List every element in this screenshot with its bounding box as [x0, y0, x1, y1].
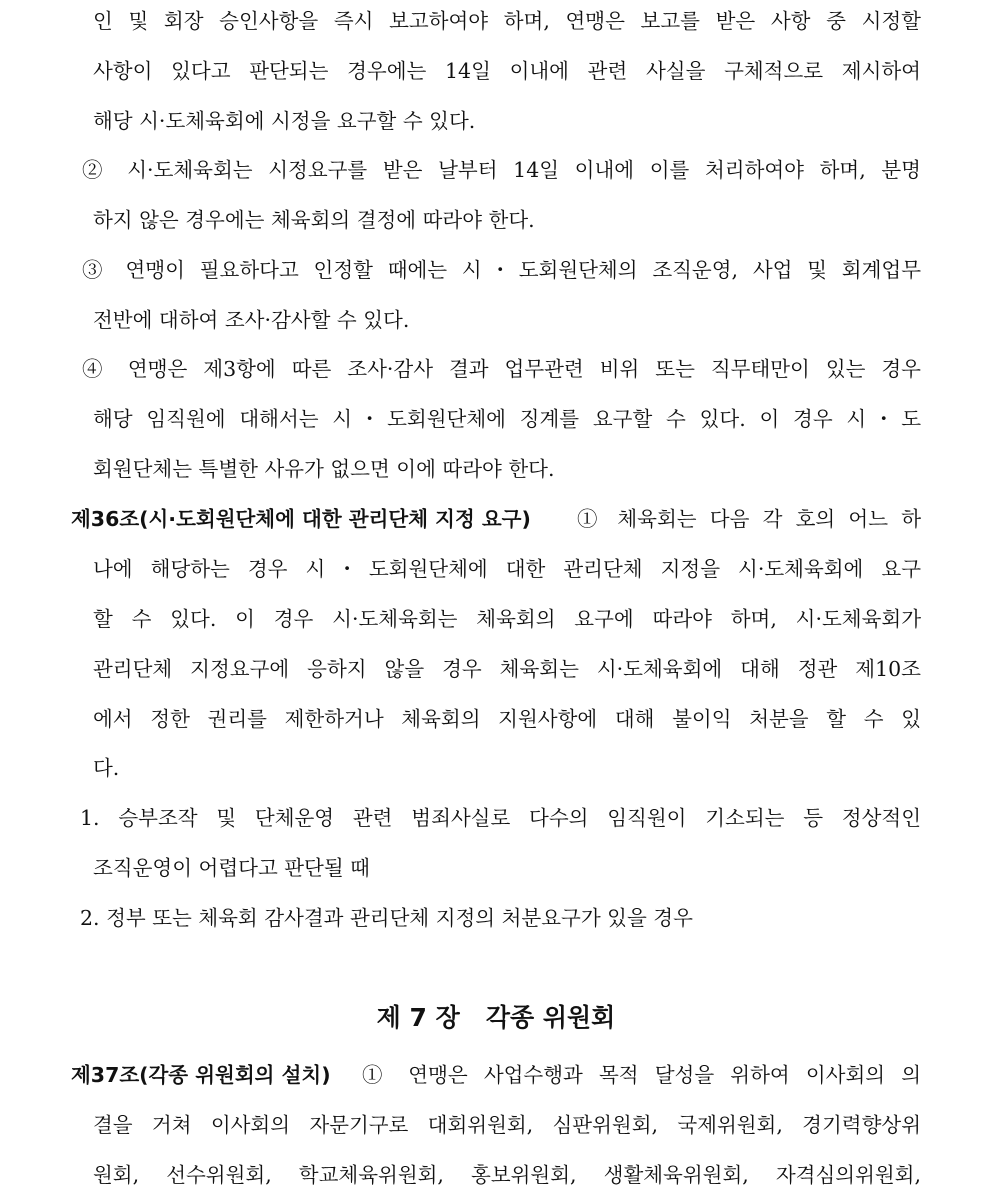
chapter-heading: 제 7 장 각종 위원회: [376, 1003, 616, 1032]
text-line: 하지 않은 경우에는 체육회의 결정에 따라야 한다.: [93, 208, 535, 232]
text-line: 나에 해당하는 경우 시・도회원단체에 대한 관리단체 지정을 시·도체육회에 요구: [93, 557, 921, 581]
text-line: ① 체육회는 다음 각 호의 어느 하: [577, 507, 921, 531]
list-item: 2. 정부 또는 체육회 감사결과 관리단체 지정의 처분요구가 있을 경우: [80, 906, 693, 930]
text-line: ④ 연맹은 제3항에 따른 조사·감사 결과 업무관련 비위 또는 직무태만이 있는 경우: [82, 357, 921, 381]
text-line: 해당 임직원에 대해서는 시・도회원단체에 징계를 요구할 수 있다. 이 경우 시・도: [93, 407, 921, 431]
text-line: 인 및 회장 승인사항을 즉시 보고하여야 하며, 연맹은 보고를 받은 사항 중 시정할: [93, 9, 921, 33]
text-line: 할 수 있다. 이 경우 시·도체육회는 체육회의 요구에 따라야 하며, 시·도체육회가: [93, 607, 921, 631]
list-item: 1. 승부조작 및 단체운영 관련 범죄사실로 다수의 임직원이 기소되는 등 정상적인: [80, 806, 921, 830]
text-line: 사항이 있다고 판단되는 경우에는 14일 이내에 관련 사실을 구체적으로 제시하여: [93, 59, 921, 83]
text-line: ③ 연맹이 필요하다고 인정할 때에는 시・도회원단체의 조직운영, 사업 및 회계업무: [82, 258, 921, 282]
text-line: 원회, 선수위원회, 학교체육위원회, 홍보위원회, 생활체육위원회, 자격심의위원회,: [93, 1163, 921, 1187]
text-line: 결을 거쳐 이사회의 자문기구로 대회위원회, 심판위원회, 국제위원회, 경기력향상위: [93, 1113, 921, 1137]
text-line: 조직운영이 어렵다고 판단될 때: [93, 856, 370, 880]
text-line: 해당 시·도체육회에 시정을 요구할 수 있다.: [93, 109, 476, 133]
article-36-title: 제36조(시·도회원단체에 대한 관리단체 지정 요구): [71, 507, 531, 531]
text-line: 회원단체는 특별한 사유가 없으면 이에 따라야 한다.: [93, 457, 555, 481]
text-line: 에서 정한 권리를 제한하거나 체육회의 지원사항에 대해 불이익 처분을 할 수 있: [93, 707, 921, 731]
text-line: 전반에 대하여 조사·감사할 수 있다.: [93, 308, 410, 332]
article-37-title: 제37조(각종 위원회의 설치): [71, 1063, 331, 1087]
text-line: ① 연맹은 사업수행과 목적 달성을 위하여 이사회의 의: [362, 1063, 921, 1087]
text-line: 관리단체 지정요구에 응하지 않을 경우 체육회는 시·도체육회에 대해 정관 제10조: [93, 657, 921, 681]
text-line: ② 시·도체육회는 시정요구를 받은 날부터 14일 이내에 이를 처리하여야 하며, 분명: [82, 158, 921, 182]
text-line: 다.: [93, 756, 120, 780]
